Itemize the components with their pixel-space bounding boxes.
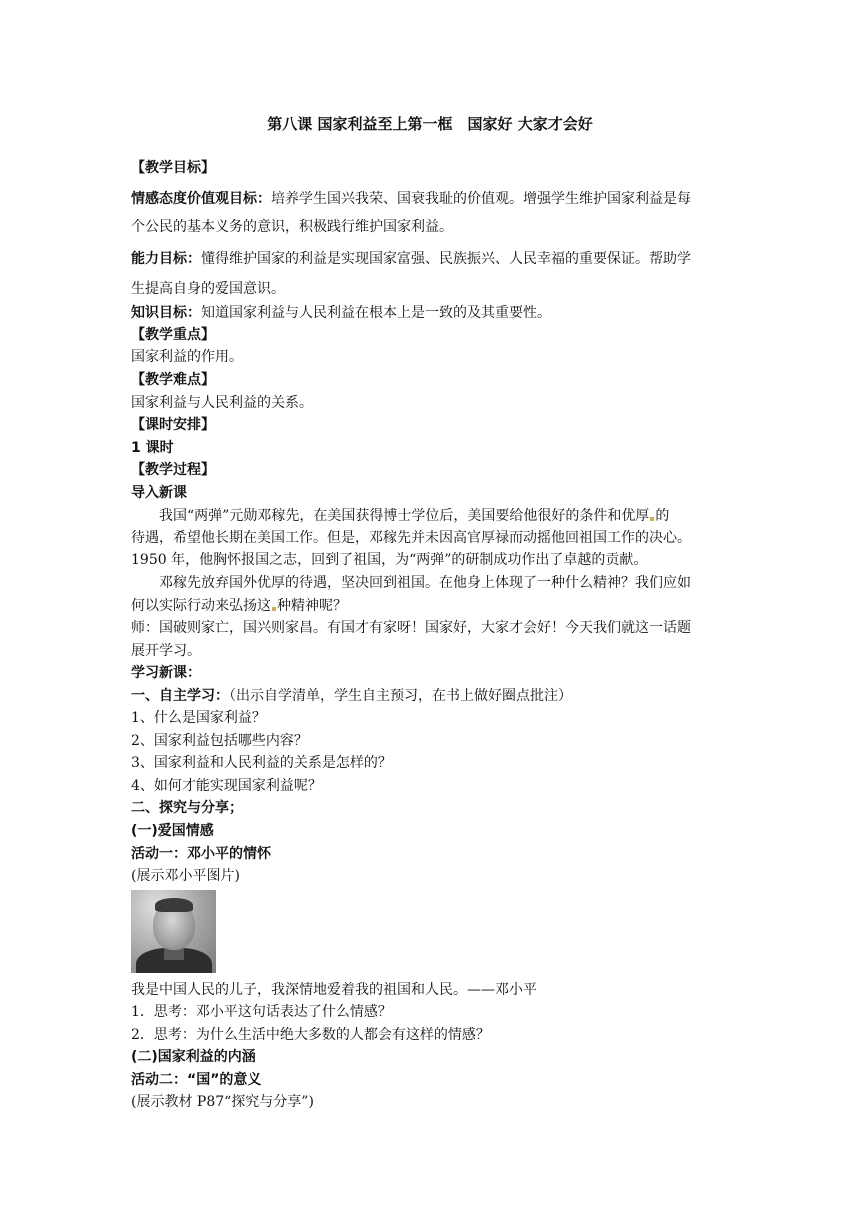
deng-xiaoping-photo <box>131 890 216 973</box>
self-study-label: 一、自主学习： <box>131 688 229 704</box>
intro-paragraph-1-line-3: 1950 年，他胸怀报国之志，回到了祖国，为“两弹”的研制成功作出了卓越的贡献。 <box>131 552 648 568</box>
teacher-line-2: 展开学习。 <box>131 643 201 659</box>
teacher-line-1: 师：国破则家亡，国兴则家昌。有国才有家呀！国家好，大家才会好！今天我们就这一话题 <box>131 620 691 636</box>
activity2-note: (展示教材 P87“探究与分享”) <box>131 1094 314 1110</box>
ability-label: 能力目标： <box>131 251 201 267</box>
self-study-line <box>131 686 731 706</box>
page-title: 第八课 国家利益至上第一框 国家好 大家才会好 <box>267 115 593 133</box>
intro-paragraph-1-line-2: 待遇，希望他长期在美国工作。但是，邓稼先并未因高官厚禄而动摇他回祖国工作的决心。 <box>131 530 691 546</box>
question-item: 2、国家利益包括哪些内容？ <box>131 733 308 749</box>
edit-mark <box>272 607 276 611</box>
connotation-heading: (二)国家利益的内涵 <box>131 1049 256 1065</box>
intro-text-a: 我国“两弹”元勋邓稼先，在美国获得博士学位后，美国要给他很好的条件和优厚 <box>159 508 650 524</box>
patriot-heading: (一)爱国情感 <box>131 823 214 839</box>
emotion-objective-line-2: 个公民的基本义务的意识，积极践行维护国家利益。 <box>131 219 453 235</box>
question-item: 1、什么是国家利益？ <box>131 710 266 726</box>
intro-paragraph-1-line-1 <box>131 506 731 526</box>
objectives-heading: 【教学目标】 <box>131 160 215 176</box>
ability-text: 懂得维护国家的利益是实现国家富强、民族振兴、人民幸福的重要保证。帮助学 <box>201 251 691 267</box>
emotion-label: 情感态度价值观目标： <box>131 191 271 207</box>
knowledge-objective-line <box>131 303 731 323</box>
knowledge-label: 知识目标： <box>131 305 201 321</box>
ability-objective-line-1 <box>131 249 731 269</box>
intro-paragraph-2-line-1: 邓稼先放弃国外优厚的待遇，坚决回到祖国。在他身上体现了一种什么精神？我们应如 <box>159 575 691 591</box>
intro-text-d: 种精神呢？ <box>277 598 347 614</box>
ability-objective-line-2: 生提高自身的爱国意识。 <box>131 281 285 297</box>
edit-mark <box>650 517 654 521</box>
emotion-objective-line-1 <box>131 189 731 209</box>
key-text: 国家利益的作用。 <box>131 349 243 365</box>
intro-paragraph-2-line-2 <box>131 596 731 616</box>
knowledge-text: 知道国家利益与人民利益在根本上是一致的及其重要性。 <box>201 305 551 321</box>
intro-text-c: 何以实际行动来弘扬这 <box>131 598 271 614</box>
intro-text-b: 的 <box>655 508 670 524</box>
schedule-heading: 【课时安排】 <box>131 417 215 433</box>
think-question-2: 2．思考：为什么生活中绝大多数的人都会有这样的情感？ <box>131 1027 490 1043</box>
think-question-1: 1．思考：邓小平这句话表达了什么情感？ <box>131 1004 392 1020</box>
schedule-text: 1 课时 <box>131 440 174 456</box>
question-item: 4、如何才能实现国家利益呢？ <box>131 778 322 794</box>
quote-line: 我是中国人民的儿子，我深情地爱着我的祖国和人民。——邓小平 <box>131 982 537 998</box>
question-item: 3、国家利益和人民利益的关系是怎样的？ <box>131 755 392 771</box>
key-heading: 【教学重点】 <box>131 327 215 343</box>
difficulty-text: 国家利益与人民利益的关系。 <box>131 395 313 411</box>
activity1-note: (展示邓小平图片) <box>131 868 240 884</box>
difficulty-heading: 【教学难点】 <box>131 372 215 388</box>
process-heading: 【教学过程】 <box>131 462 215 478</box>
self-study-text: （出示自学清单，学生自主预习，在书上做好圈点批注） <box>229 688 572 704</box>
new-lesson-heading: 学习新课： <box>131 665 201 681</box>
explore-heading: 二、探究与分享； <box>131 800 243 816</box>
intro-heading: 导入新课 <box>131 485 187 501</box>
emotion-text: 培养学生国兴我荣、国衰我耻的价值观。增强学生维护国家利益是每 <box>271 191 691 207</box>
activity1-heading: 活动一：邓小平的情怀 <box>131 846 271 862</box>
activity2-heading: 活动二：“国”的意义 <box>131 1072 262 1088</box>
